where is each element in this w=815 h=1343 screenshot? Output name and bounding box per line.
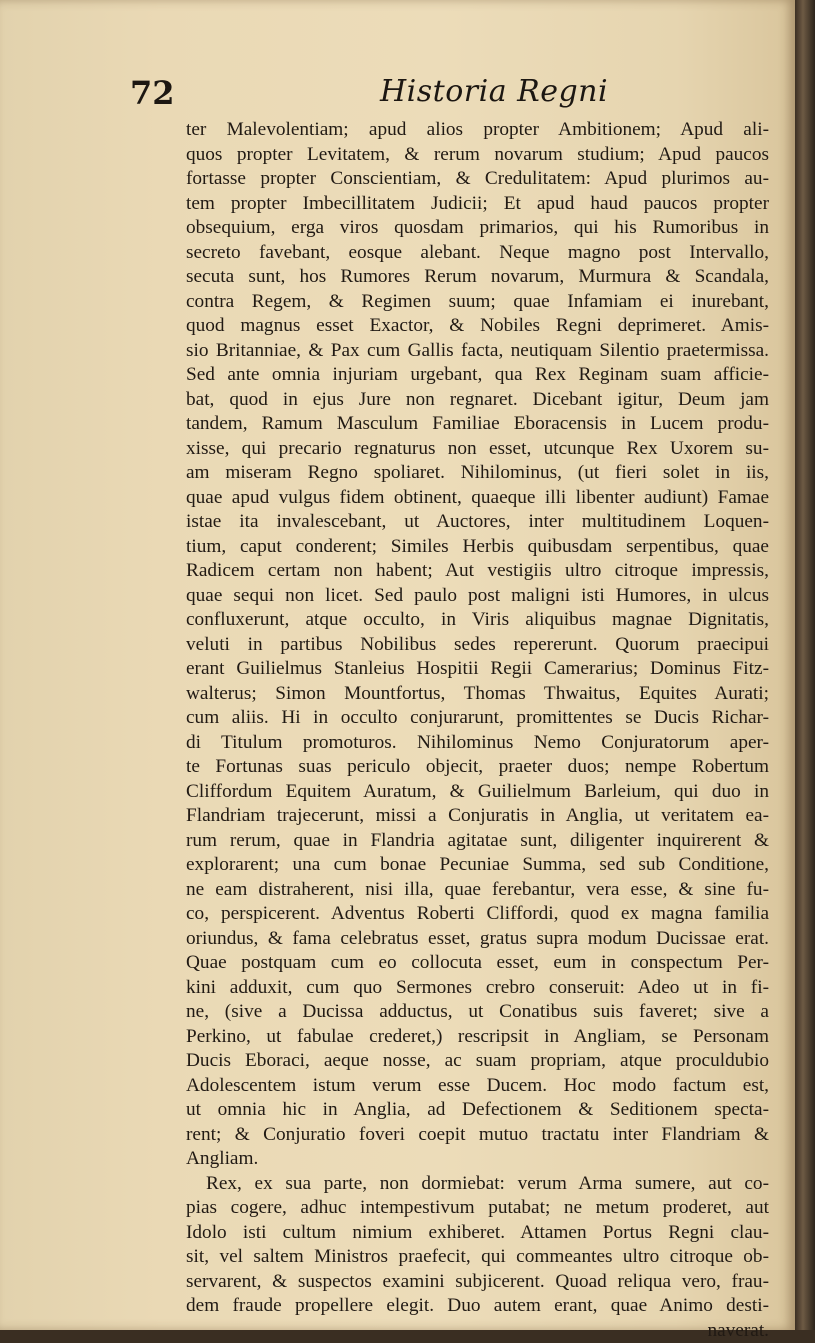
text-line: erant Guilielmus Stanleius Hospitii Regii Camerarius; Dominus Fitz- [186,657,769,682]
text-line: rum rerum, quae in Flandria agitatae sunt, diligenter inquirerent & [186,829,769,854]
text-line: Quae postquam cum eo collocuta esset, eum in conspectum Per- [186,951,769,976]
text-line: tem propter Imbecillitatem Judicii; Et apud haud paucos propter [186,192,769,217]
text-line: Radicem certam non habent; Aut vestigiis ultro citroque impressis, [186,559,769,584]
text-line: xisse, qui precario regnaturus non esset, utcunque Rex Uxorem su- [186,437,769,462]
text-line: naverat. [186,1319,769,1343]
text-line: istae ita invalescebant, ut Auctores, inter multitudinem Loquen- [186,510,769,535]
text-line: secuta sunt, hos Rumores Rerum novarum, Murmura & Scandala, [186,265,769,290]
text-line: Sed ante omnia injuriam urgebant, qua Rex Reginam suam afficie- [186,363,769,388]
text-line: Cliffordum Equitem Auratum, & Guilielmum Barleium, qui duo in [186,780,769,805]
text-line: di Titulum promoturos. Nihilominus Nemo Conjuratorum aper- [186,731,769,756]
text-line: sit, vel saltem Ministros praefecit, qui commeantes ultro citroque ob- [186,1245,769,1270]
text-line: contra Regem, & Regimen suum; quae Infamiam ei inurebant, [186,290,769,315]
text-line: Rex, ex sua parte, non dormiebat: verum Arma sumere, aut co- [186,1172,769,1197]
text-line: fortasse propter Conscientiam, & Credulitatem: Apud plurimos au- [186,167,769,192]
text-line: Ducis Eboraci, aeque nosse, ac suam propriam, atque proculdubio [186,1049,769,1074]
text-line: ne, (sive a Ducissa adductus, ut Conatibus suis faveret; sive a [186,1000,769,1025]
text-line: am miseram Regno spoliaret. Nihilominus, (ut fieri solet in iis, [186,461,769,486]
text-line: ter Malevolentiam; apud alios propter Ambitionem; Apud ali- [186,118,769,143]
text-line: explorarent; una cum bonae Pecuniae Summa, sed sub Conditione, [186,853,769,878]
text-line: oriundus, & fama celebratus esset, gratus supra modum Ducissae erat. [186,927,769,952]
text-line: tandem, Ramum Masculum Familiae Eboracensis in Lucem produ- [186,412,769,437]
body-text [186,118,769,1343]
text-line: servarent, & suspectos examini subjicerent. Quoad reliqua vero, frau- [186,1270,769,1295]
text-line: Idolo isti cultum nimium exhiberet. Attamen Portus Regni clau- [186,1221,769,1246]
text-line: walterus; Simon Mountfortus, Thomas Thwaitus, Equites Aurati; [186,682,769,707]
text-line: secreto favebant, eosque alebant. Neque magno post Intervallo, [186,241,769,266]
text-line: quod magnus esset Exactor, & Nobiles Regni deprimeret. Amis- [186,314,769,339]
text-line: quae sequi non licet. Sed paulo post maligni isti Humores, in ulcus [186,584,769,609]
text-line: sio Britanniae, & Pax cum Gallis facta, neutiquam Silentio praetermissa. [186,339,769,364]
text-line: Flandriam trajecerunt, missi a Conjuratis in Anglia, ut veritatem ea- [186,804,769,829]
text-line: obsequium, erga viros quosdam primarios, qui his Rumoribus in [186,216,769,241]
text-line: co, perspicerent. Adventus Roberti Cliffordi, quod ex magna familia [186,902,769,927]
text-line: bat, quod in ejus Jure non regnaret. Dicebant igitur, Deum jam [186,388,769,413]
text-line: confluxerunt, atque occulto, in Viris aliquibus magnae Dignitatis, [186,608,769,633]
text-line: pias cogere, adhuc intempestivum putabat; ne metum proderet, aut [186,1196,769,1221]
text-line: Angliam. [186,1147,769,1172]
text-line: ut omnia hic in Anglia, ad Defectionem & Seditionem specta- [186,1098,769,1123]
page-header [130,74,760,118]
text-line: quos propter Levitatem, & rerum novarum studium; Apud paucos [186,143,769,168]
text-line: ne eam distraherent, nisi illa, quae ferebantur, vera esse, & sine fu- [186,878,769,903]
text-line: kini adduxit, cum quo Sermones crebro conseruit: Adeo ut in fi- [186,976,769,1001]
text-line: rent; & Conjuratio foveri coepit mutuo tractatu inter Flandriam & [186,1123,769,1148]
text-line: quae apud vulgus fidem obtinent, quaeque illi libenter audiunt) Famae [186,486,769,511]
text-line: dem fraude propellere elegit. Duo autem erant, quae Animo desti- [186,1294,769,1319]
text-line: Perkino, ut fabulae crederet,) rescripsit in Angliam, se Personam [186,1025,769,1050]
text-line: Adolescentem istum verum esse Ducem. Hoc modo factum est, [186,1074,769,1099]
text-line: tium, caput conderent; Similes Herbis quibusdam serpentibus, quae [186,535,769,560]
running-title: Historia Regni [380,74,608,109]
book-edge [795,0,815,1330]
text-line: te Fortunas suas periculo objecit, praeter duos; nempe Robertum [186,755,769,780]
page-number: 72 [130,74,175,112]
text-line: cum aliis. Hi in occulto conjurarunt, promittentes se Ducis Richar- [186,706,769,731]
text-line: veluti in partibus Nobilibus sedes repererunt. Quorum praecipui [186,633,769,658]
